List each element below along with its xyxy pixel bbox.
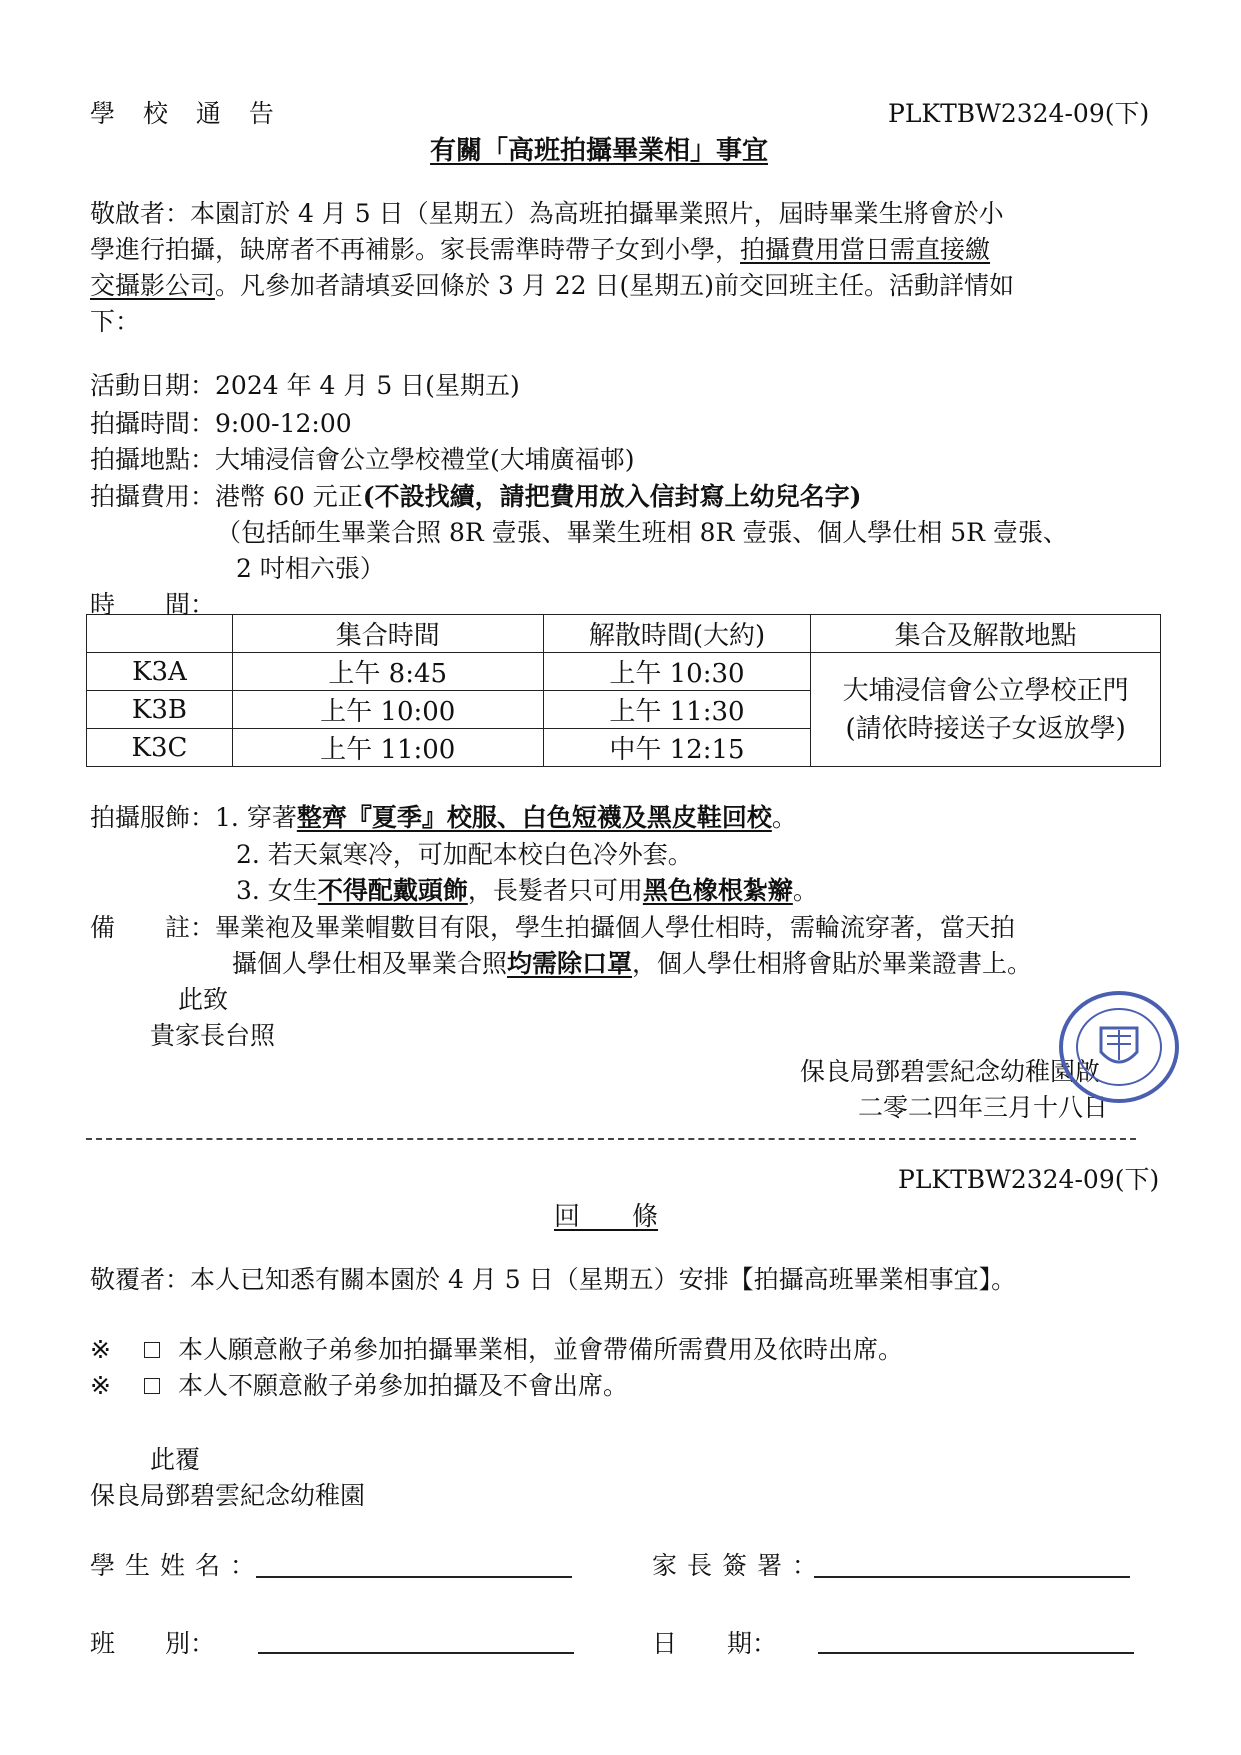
dress-item-3: 3. 女生不得配戴頭飾，長髮者只可用黑色橡根紮辮。 [236,876,818,905]
date-label: 日 期： [652,1629,778,1658]
parent-signature-label: 家長簽署： [652,1551,828,1580]
class-cell: K3B [87,691,233,729]
student-name-field[interactable] [256,1576,572,1578]
class-cell: K3C [87,729,233,767]
school-seal-icon [1057,990,1181,1104]
fee-includes-2: 2 吋相六張） [236,554,385,583]
schedule-label: 時 間： [90,590,216,619]
intro-line-3: 交攝影公司。凡參加者請填妥回條於 3 月 22 日(星期五)前交回班主任。活動詳情如 [90,271,1015,300]
header-cell [87,615,233,653]
class-cell: K3A [87,653,233,691]
remarks-line-2: 攝個人學仕相及畢業合照均需除口罩，個人學仕相將會貼於畢業證書上。 [232,949,1033,978]
intro-line-4: 下： [90,307,141,336]
class-field[interactable] [258,1652,574,1654]
gather-time-cell: 上午 8:45 [232,653,543,691]
signer: 保良局鄧碧雲紀念幼稚園啟 [800,1057,1101,1086]
dress-item-1: 拍攝服飾：1. 穿著整齊『夏季』校服、白色短襪及黑皮鞋回校。 [90,803,797,832]
notice-label: 學 校 通 告 [90,99,284,128]
intro-line-1: 敬啟者：本園訂於 4 月 5 日（星期五）為高班拍攝畢業照片，屆時畢業生將會於小 [90,199,1004,228]
schedule-table [86,614,1161,767]
fee-payment-notice-end: 交攝影公司 [90,271,216,300]
date-field[interactable] [818,1652,1134,1654]
event-date: 活動日期：2024 年 4 月 5 日(星期五) [90,371,520,400]
header-cell: 集合及解散地點 [811,615,1161,653]
dismiss-time-cell: 上午 10:30 [543,653,811,691]
reference-number: PLKTBW2324-09(下) [888,99,1150,128]
intro-line-2: 學進行拍攝，缺席者不再補影。家長需準時帶子女到小學，拍攝費用當日需直接繳 [90,235,991,264]
reply-statement: 敬覆者：本人已知悉有關本園於 4 月 5 日（星期五）安排【拍攝高班畢業相事宜】。 [90,1265,1017,1294]
remarks-line-1: 備 註：畢業袍及畢業帽數目有限，學生拍攝個人學仕相時，需輪流穿著，當天拍 [90,913,1016,942]
table-row [87,653,1161,691]
reference-mark-icon: ※ [90,1335,111,1364]
parent-signature-field[interactable] [814,1576,1130,1578]
student-name-label: 學生姓名： [90,1551,266,1580]
table-header-row [87,615,1161,653]
fee-note: (不設找續，請把費用放入信封寫上幼兒名字) [362,482,862,511]
dress-item-2: 2. 若天氣寒冷，可加配本校白色冷外套。 [236,840,693,869]
fee-payment-notice: 拍攝費用當日需直接繳 [740,235,991,264]
reference-mark-icon: ※ [90,1371,111,1400]
reply-closing-2: 保良局鄧碧雲紀念幼稚園 [90,1481,366,1510]
closing-recipient: 貴家長台照 [150,1021,276,1050]
location-cell: 大埔浸信會公立學校正門 (請依時接送子女返放學) [811,653,1161,767]
closing-salutation: 此致 [178,985,229,1014]
cut-line [86,1138,1136,1140]
shoot-fee: 拍攝費用：港幣 60 元正(不設找續，請把費用放入信封寫上幼兒名字) [90,482,862,511]
page-title: 有關「高班拍攝畢業相」事宜 [430,136,769,166]
class-label: 班 別： [90,1629,216,1658]
fee-includes-1: （包括師生畢業合照 8R 壹張、畢業生班相 8R 壹張、個人學仕相 5R 壹張、 [216,518,1068,547]
gather-time-cell: 上午 11:00 [232,729,543,767]
agree-checkbox[interactable] [144,1342,160,1358]
shoot-location: 拍攝地點：大埔浸信會公立學校禮堂(大埔廣福邨) [90,445,635,474]
reply-option-agree: ※ 本人願意敝子弟參加拍攝畢業相，並會帶備所需費用及依時出席。 [90,1335,904,1364]
gather-time-cell: 上午 10:00 [232,691,543,729]
shoot-time: 拍攝時間：9:00-12:00 [90,409,352,438]
reply-option-decline: ※ 本人不願意敝子弟參加拍攝及不會出席。 [90,1371,629,1400]
reply-title: 回 條 [554,1202,659,1232]
dismiss-time-cell: 中午 12:15 [543,729,811,767]
dismiss-time-cell: 上午 11:30 [543,691,811,729]
header-cell: 集合時間 [232,615,543,653]
reply-closing-1: 此覆 [150,1445,201,1474]
header-cell: 解散時間(大約) [543,615,811,653]
issue-date: 二零二四年三月十八日 [858,1093,1109,1122]
decline-checkbox[interactable] [144,1378,160,1394]
reply-reference-number: PLKTBW2324-09(下) [898,1165,1160,1194]
